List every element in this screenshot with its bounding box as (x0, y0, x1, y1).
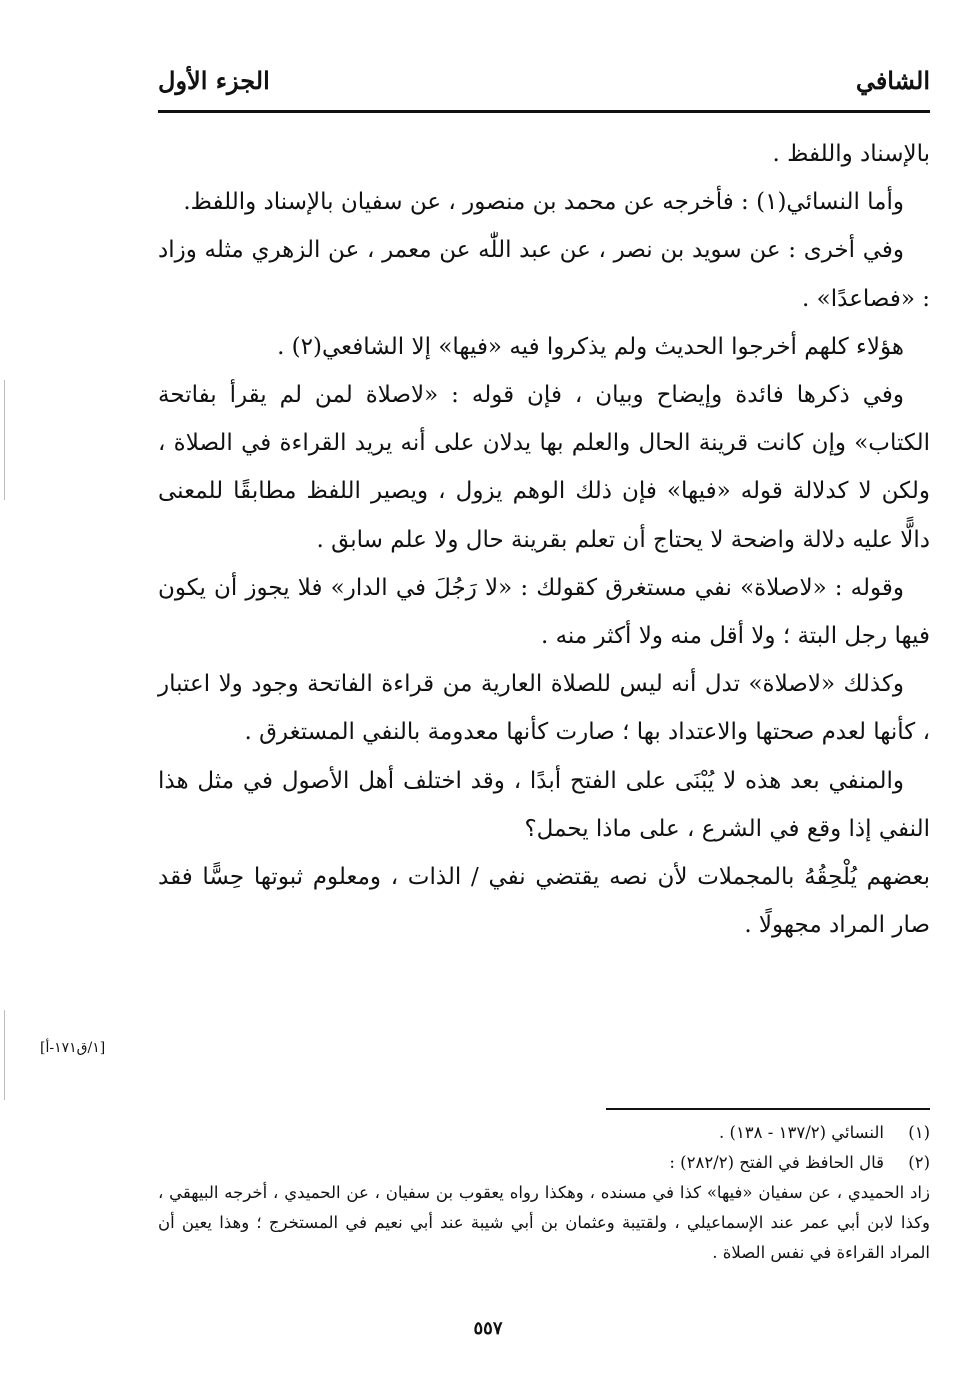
paragraph-3: وفي أخرى : عن سويد بن نصر ، عن عبد اللّٰه عن معمر ، عن الزهري مثله وزاد : «فصاعدًا» . (158, 237, 930, 312)
paragraph-7: وكذلك «لاصلاة» تدل أنه ليس للصلاة العارية من قراءة الفاتحة وجود ولا اعتبار ، كأنها لعدم صحتها والاعتداد بها ؛ صارت كأنها معدومة بالنفي المستغرق . (158, 671, 930, 746)
paragraph-2: وأما النسائي(١) : فأخرجه عن محمد بن منصور ، عن سفيان بالإسناد واللفظ. (183, 189, 904, 216)
footnote-2 (158, 1148, 930, 1178)
paragraph-8: والمنفي بعد هذه لا يُبْنَى على الفتح أبدًا ، وقد اختلف أهل الأصول في مثل هذا النفي إذا وقع في الشرع ، على ماذا يحمل؟ (158, 767, 930, 842)
paragraph-1: بالإسناد واللفظ . (772, 141, 930, 167)
paragraph-6: وقوله : «لاصلاة» نفي مستغرق كقولك : «لا رَجُلَ في الدار» فلا يجوز أن يكون فيها رجل البتة ؛ ولا أقل منه ولا أكثر منه . (158, 574, 930, 650)
volume-title: الجزء الأول (158, 66, 270, 95)
footnote-number: (٢) (908, 1153, 930, 1172)
header-rule (158, 110, 930, 113)
footnote-number: (١) (908, 1123, 930, 1142)
paragraph-5: وفي ذكرها فائدة وإيضاح وبيان ، فإن قوله : «لاصلاة لمن لم يقرأ بفاتحة الكتاب» وإن كانت قرينة الحال والعلم بها يدلان على أنه يريد القراءة في الصلاة ، ولكن لا كدلالة قوله «فيها» فإن ذلك الوهم يزول ، ويصير اللفظ مطابقًا للمعنى دالًّا عليه دلالة واضحة لا يحتاج أن تعلم بقرينة حال ولا علم سابق . (158, 382, 930, 553)
page-number: ٥٥٧ (473, 1318, 503, 1339)
book-title: الشافي (855, 66, 930, 95)
paragraph-9: بعضهم يُلْحِقُهُ بالمجملات لأن نصه يقتضي نفي / الذات ، ومعلوم ثبوتها حِسًّا فقد صار المراد مجهولًا . (158, 864, 930, 939)
footnotes (158, 1118, 930, 1268)
manuscript-folio-note: [١/ق١٧١-أ] (40, 1040, 106, 1056)
footnote-text: النسائي (١٣٧/٢ - ١٣٨) . (719, 1123, 884, 1142)
footnote-text: قال الحافظ في الفتح (٢٨٢/٢) : (669, 1153, 884, 1172)
scan-edge-mark (4, 380, 5, 500)
paragraph-4: هؤلاء كلهم أخرجوا الحديث ولم يذكروا فيه «فيها» إلا الشافعي(٢) . (277, 333, 904, 360)
footnote-rule (606, 1108, 930, 1110)
scan-edge-mark (4, 1010, 5, 1100)
page-header (158, 62, 930, 104)
main-text (158, 130, 930, 949)
footnote-1 (158, 1118, 930, 1148)
footnote-2-body: زاد الحميدي ، عن سفيان «فيها» كذا في مسنده ، وهكذا رواه يعقوب بن سفيان ، عن الحميدي ، أخرجه البيهقي ، وكذا لابن أبي عمر عند الإسماعيلي ، ولقتيبة وعثمان بن أبي شيبة عند أبي نعيم في المستخرج ؛ وهذا يعين أن المراد القراءة في نفس الصلاة . (158, 1183, 930, 1262)
